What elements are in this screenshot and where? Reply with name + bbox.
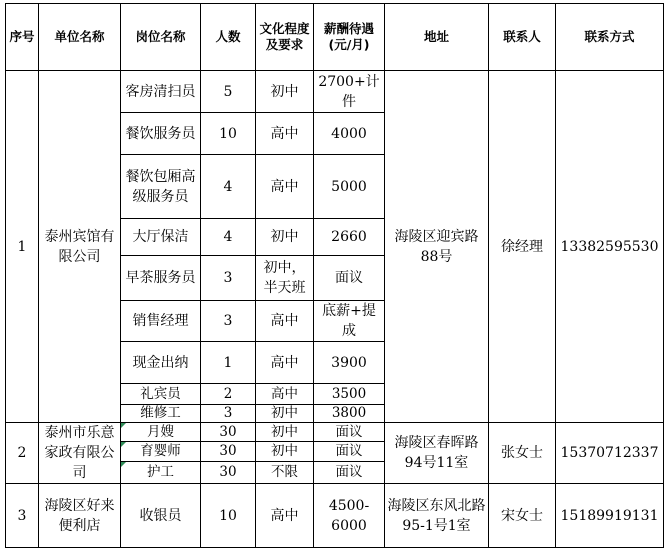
- education-cell: 高中: [256, 113, 314, 155]
- education-cell: 高中: [256, 342, 314, 384]
- table-row: [6, 423, 664, 442]
- salary-cell: 2700+计件: [314, 71, 385, 113]
- header-position: 岗位名称: [121, 4, 201, 71]
- position-cell: 客房清扫员: [121, 71, 201, 113]
- phone-cell: 15370712337: [556, 423, 664, 484]
- header-count: 人数: [201, 4, 256, 71]
- salary-cell: 面议: [314, 461, 385, 483]
- position-cell: 现金出纳: [121, 342, 201, 384]
- header-row: [6, 4, 664, 71]
- table-row: [6, 71, 664, 113]
- salary-cell: 4000: [314, 113, 385, 155]
- education-cell: 初中: [256, 423, 314, 442]
- header-salary: 薪酬待遇(元/月): [314, 4, 385, 71]
- contact-cell: 宋女士: [489, 484, 556, 548]
- education-cell: 高中: [256, 384, 314, 405]
- education-cell: 初中: [256, 219, 314, 256]
- company-name-cell: 泰州宾馆有限公司: [39, 71, 121, 423]
- salary-cell: 2660: [314, 219, 385, 256]
- education-cell: 高中: [256, 301, 314, 342]
- salary-cell: 3500: [314, 384, 385, 405]
- salary-cell: 面议: [314, 442, 385, 461]
- count-cell: 2: [201, 384, 256, 405]
- company-name-cell: 海陵区好来便利店: [39, 484, 121, 548]
- count-cell: 1: [201, 342, 256, 384]
- salary-cell: 底薪+提成: [314, 301, 385, 342]
- header-address: 地址: [385, 4, 489, 71]
- position-cell: 大厅保洁: [121, 219, 201, 256]
- education-cell: 初中: [256, 442, 314, 461]
- position-cell: 餐饮包厢高级服务员: [121, 155, 201, 219]
- count-cell: 10: [201, 484, 256, 548]
- address-cell: 海陵区迎宾路88号: [385, 71, 489, 423]
- count-cell: 30: [201, 461, 256, 483]
- count-cell: 5: [201, 71, 256, 113]
- count-cell: 4: [201, 155, 256, 219]
- position-cell: 餐饮服务员: [121, 113, 201, 155]
- count-cell: 4: [201, 219, 256, 256]
- education-cell: 高中: [256, 484, 314, 548]
- education-cell: 不限: [256, 461, 314, 483]
- phone-cell: 15189919131: [556, 484, 664, 548]
- job-listing-table: [5, 3, 664, 548]
- salary-cell: 面议: [314, 423, 385, 442]
- company-name-cell: 泰州市乐意家政有限公司: [39, 423, 121, 484]
- position-cell: 月嫂: [121, 423, 201, 442]
- count-cell: 30: [201, 423, 256, 442]
- salary-cell: 5000: [314, 155, 385, 219]
- count-cell: 3: [201, 256, 256, 301]
- position-cell: 销售经理: [121, 301, 201, 342]
- contact-cell: 徐经理: [489, 71, 556, 423]
- education-cell: 高中: [256, 155, 314, 219]
- position-cell: 早茶服务员: [121, 256, 201, 301]
- position-cell: 礼宾员: [121, 384, 201, 405]
- header-education: 文化程度及要求: [256, 4, 314, 71]
- contact-cell: 张女士: [489, 423, 556, 484]
- count-cell: 10: [201, 113, 256, 155]
- job-listing-table-wrapper: [5, 3, 664, 548]
- header-seq: 序号: [6, 4, 39, 71]
- position-cell: 维修工: [121, 405, 201, 423]
- salary-cell: 面议: [314, 256, 385, 301]
- count-cell: 3: [201, 301, 256, 342]
- education-cell: 初中: [256, 71, 314, 113]
- address-cell: 海陵区春晖路94号11室: [385, 423, 489, 484]
- seq-cell: 1: [6, 71, 39, 423]
- table-row: [6, 484, 664, 548]
- seq-cell: 2: [6, 423, 39, 484]
- header-phone: 联系方式: [556, 4, 664, 71]
- salary-cell: 3800: [314, 405, 385, 423]
- position-cell: 收银员: [121, 484, 201, 548]
- seq-cell: 3: [6, 484, 39, 548]
- count-cell: 30: [201, 442, 256, 461]
- education-cell: 初中: [256, 405, 314, 423]
- header-company: 单位名称: [39, 4, 121, 71]
- education-cell: 初中，半天班: [256, 256, 314, 301]
- header-contact: 联系人: [489, 4, 556, 71]
- salary-cell: 4500-6000: [314, 484, 385, 548]
- address-cell: 海陵区东风北路95-1号1室: [385, 484, 489, 548]
- salary-cell: 3900: [314, 342, 385, 384]
- phone-cell: 13382595530: [556, 71, 664, 423]
- position-cell: 育婴师: [121, 442, 201, 461]
- count-cell: 3: [201, 405, 256, 423]
- position-cell: 护工: [121, 461, 201, 483]
